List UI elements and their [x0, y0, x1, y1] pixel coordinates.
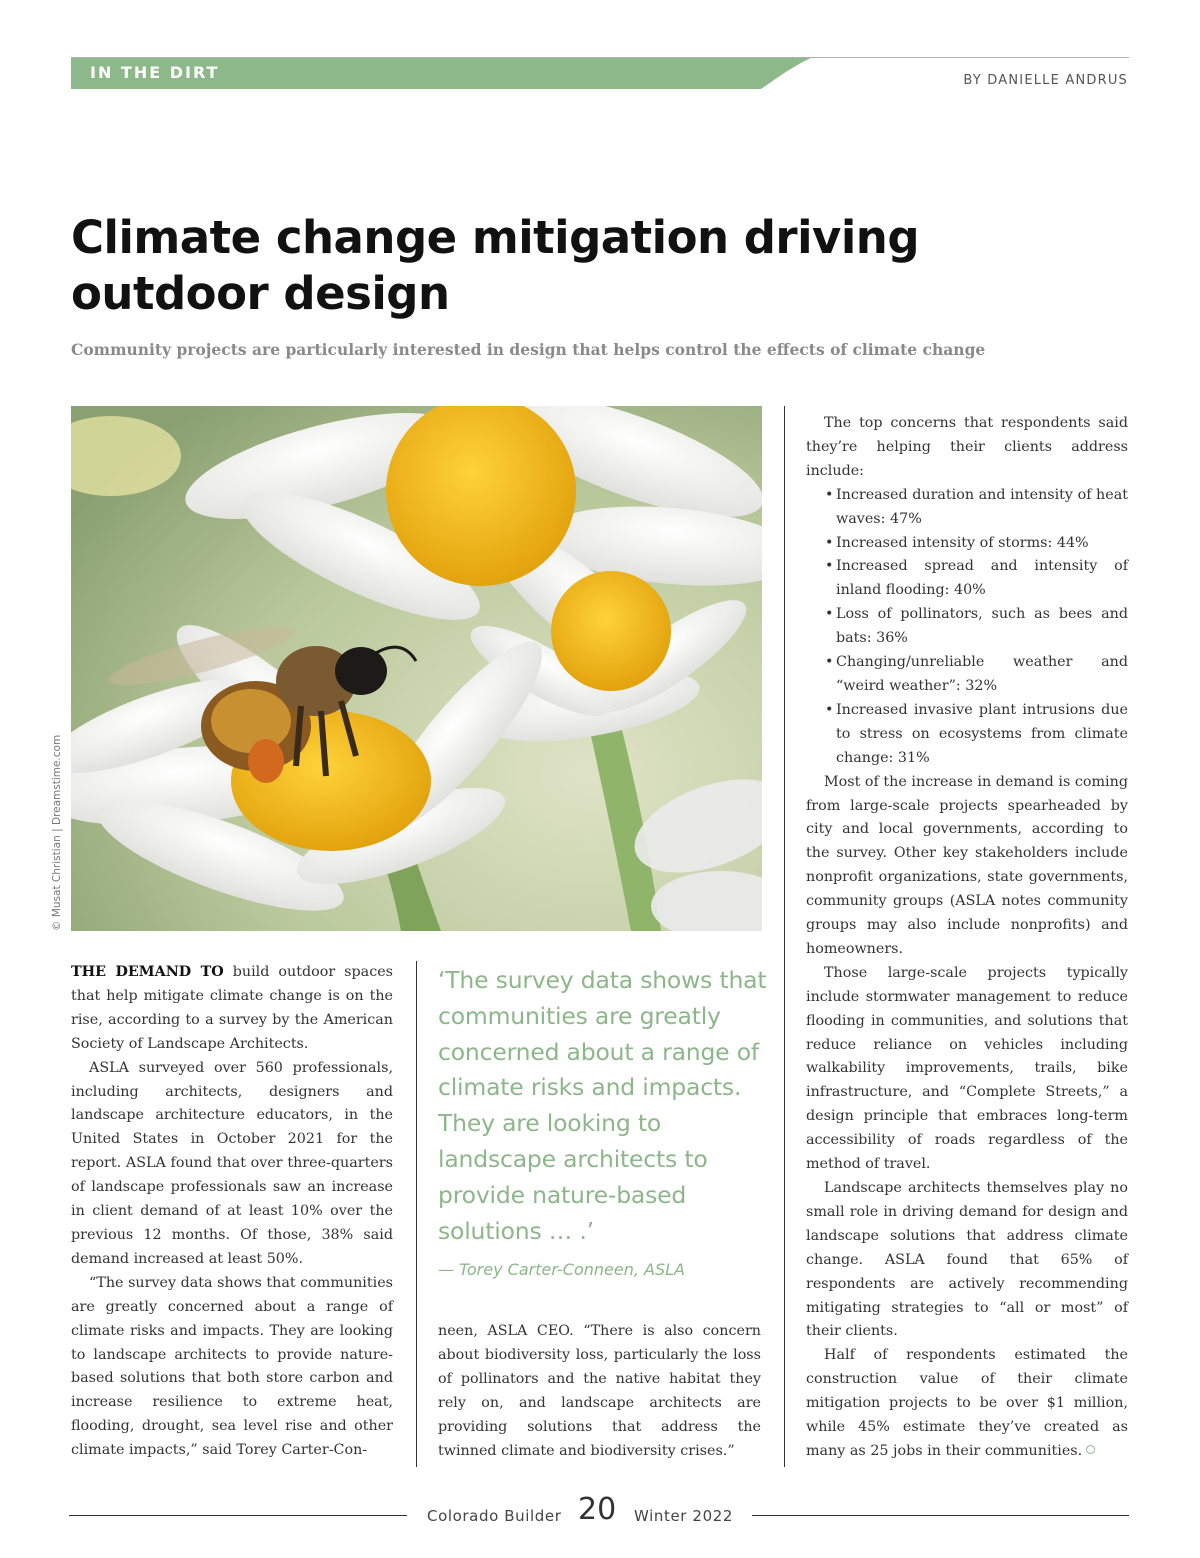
pull-quote: ‘The survey data shows that communities are greatly concerned about a range of climate risks and impacts. They are looking to landscape architects to provide nature-based solutions … .’	[438, 966, 767, 1245]
list-item: • Changing/unreliable weather and “weird weather”: 32%	[825, 651, 1128, 699]
body-column-2	[438, 1320, 761, 1463]
footer-rule-right	[752, 1515, 1129, 1516]
body-paragraph	[806, 1344, 1128, 1464]
article-deck: Community projects are particularly interested in design that helps control the effects of climate change	[71, 340, 986, 359]
byline: BY DANIELLE ANDRUS	[963, 73, 1128, 88]
footer-publication: Colorado Builder	[427, 1507, 562, 1525]
pull-quote-attribution: — Torey Carter-Conneen, ASLA	[438, 1260, 685, 1279]
footer-rule-left	[69, 1515, 407, 1516]
lead-in: THE DEMAND TO	[71, 964, 224, 980]
body-column-1	[71, 961, 393, 1463]
body-paragraph	[71, 961, 393, 1057]
bee-daisy-photo	[71, 406, 762, 931]
section-label: IN THE DIRT	[90, 63, 220, 82]
concerns-list	[806, 484, 1128, 771]
article-title-line2: outdoor design	[71, 267, 450, 320]
list-item: • Loss of pollinators, such as bees and bats: 36%	[825, 603, 1128, 651]
article-title	[71, 210, 1071, 322]
footer-page-number: 20	[578, 1492, 617, 1527]
body-column-3	[806, 412, 1128, 1464]
body-paragraph: ASLA surveyed over 560 professionals, including architects, designers and landscape architecture educators, in the United States in October 2021 for the report. ASLA found that over three-quarters of landscape professionals saw an increase in client demand of at least 10% over the previous 12 months. Of those, 38% said demand increased at least 50%.	[71, 1059, 393, 1267]
body-paragraph: The top concerns that respondents said they’re helping their clients address include:	[806, 415, 1128, 479]
end-mark-icon	[1086, 1445, 1095, 1454]
body-paragraph: neen, ASLA CEO. “There is also concern about biodiversity loss, particularly the loss of pollinators and the native habitat they rely on, and landscape architects are providing solutions that address the twinned climate and biodiversity crises.”	[438, 1323, 761, 1459]
list-item: • Increased invasive plant intrusions due to stress on ecosystems from climate change: 31%	[825, 699, 1128, 771]
body-paragraph: “The survey data shows that communities are greatly concerned about a range of climate risks and impacts. They are looking to landscape architects to provide nature-based solutions that both store carbon and increase resilience to extreme heat, flooding, drought, sea level rise and other climate impacts,” said Torey Carter-Con-	[71, 1274, 393, 1459]
list-item: • Increased duration and intensity of heat waves: 47%	[825, 484, 1128, 532]
body-paragraph: Landscape architects themselves play no small role in driving demand for design and landscape solutions that address climate change. ASLA found that 65% of respondents are actively recommending mitigating strategies to “all or most” of their clients.	[806, 1180, 1128, 1340]
footer-issue: Winter 2022	[634, 1507, 733, 1525]
body-paragraph: Those large-scale projects typically include stormwater management to reduce flooding in communities, and solutions that reduce reliance on vehicles including walkability improvements, trails, bike infrastructure, and “Complete Streets,” a design principle that embraces long-term accessibility of roads regardless of the method of travel.	[806, 964, 1128, 1173]
body-text: Half of respondents estimated the construction value of their climate mitigation projects to be over $1 million, while 45% estimate they’ve created as many as 25 jobs in their communities.	[806, 1347, 1128, 1459]
list-item: • Increased spread and intensity of inland flooding: 40%	[825, 555, 1128, 603]
photo-credit: © Musat Christian | Dreamstime.com	[51, 734, 63, 931]
column-rule-1	[416, 961, 417, 1467]
list-item: • Increased intensity of storms: 44%	[825, 532, 1128, 556]
body-text: build outdoor spaces that help mitigate climate change is on the rise, according to a survey by the American Society of Landscape Architects.	[71, 964, 393, 1052]
article-title-line1: Climate change mitigation driving	[71, 211, 920, 264]
body-paragraph: Most of the increase in demand is coming from large-scale projects spearheaded by city and local governments, according to the survey. Other key stakeholders include nonprofit organizations, state governments, community groups (ASLA notes community groups may also include nonprofits) and homeowners.	[806, 773, 1128, 957]
column-rule-2	[784, 406, 785, 1467]
